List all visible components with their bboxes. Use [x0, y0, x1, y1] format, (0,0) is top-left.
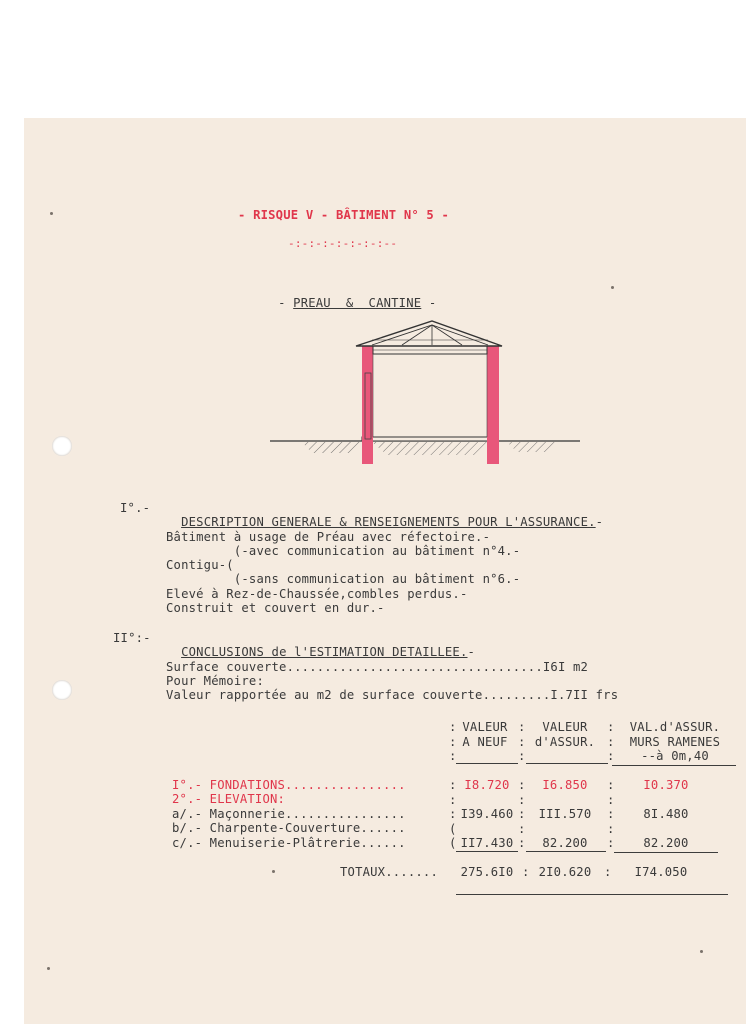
punch-hole [52, 680, 72, 700]
column-separator: : : : : : [518, 778, 526, 850]
column-header-1-line2: A NEUF [462, 735, 508, 749]
column-separator: : [604, 865, 612, 879]
right-wall [487, 346, 499, 464]
column-header-3-line1: VAL.d'ASSUR. [629, 720, 721, 734]
table-cell: I39.460 [460, 807, 514, 821]
ornament: -:-:-:-:-:-:-:-- [288, 237, 398, 250]
subtotal-rule [526, 851, 606, 852]
ink-speck [272, 870, 275, 873]
ground-hatch [302, 442, 362, 453]
table-cell: 82.200 [643, 836, 689, 850]
description-line: Bâtiment à usage de Préau avec réfectoire.- [166, 530, 491, 544]
subtitle-suffix: - [421, 296, 437, 310]
column-separator: : : : ( ( [449, 778, 457, 850]
totals-cell: 275.6I0 [460, 865, 514, 879]
description-line: (-sans communication au bâtiment n°6.- [166, 572, 521, 586]
totals-label: TOTAUX....... [340, 865, 438, 879]
section2-heading: CONCLUSIONS de l'ESTIMATION DETAILLEE. [181, 645, 468, 659]
section1-heading: DESCRIPTION GENERALE & RENSEIGNEMENTS POUR L'ASSURANCE. [181, 515, 596, 529]
column-header-2-line2: d'ASSUR. [534, 735, 596, 749]
column-header-2-line1: VALEUR [542, 720, 588, 734]
header-rule [456, 763, 518, 764]
building-section-drawing [262, 318, 592, 468]
table-row-label: I°.- FONDATIONS................ [172, 778, 406, 792]
ink-speck [611, 286, 614, 289]
description-line: Elevé à Rez-de-Chaussée,combles perdus.- [166, 587, 468, 601]
table-cell: I8.720 [464, 778, 510, 792]
punch-hole [52, 436, 72, 456]
table-cell: 82.200 [542, 836, 588, 850]
section2-heading-suffix: - [467, 645, 476, 659]
subtitle-prefix: - [278, 296, 294, 310]
ink-speck [700, 950, 703, 953]
summary-line: Surface couverte..................................I6I m2 [166, 660, 589, 674]
table-row-label: a/.- Maçonnerie................ [172, 807, 406, 821]
table-cell: I0.370 [643, 778, 689, 792]
floor-slab [362, 437, 498, 441]
page-subtitle [263, 282, 436, 310]
ground-hatch [507, 442, 562, 452]
column-separator: : [522, 865, 530, 879]
column-separator: : : : [518, 720, 526, 763]
description-line: Contigu-( [166, 558, 234, 572]
header-rule [612, 765, 736, 766]
totals-rule [456, 894, 728, 895]
description-line: Construit et couvert en dur.- [166, 601, 385, 615]
section2-heading-line [166, 631, 475, 659]
section1-heading-line [166, 501, 603, 529]
subtotal-rule [614, 852, 718, 853]
summary-line: Pour Mémoire: [166, 674, 264, 688]
section1-number: I°.- [120, 501, 151, 515]
column-separator: : : : [607, 720, 615, 763]
section2-number: II°:- [113, 631, 151, 645]
table-row-label: b/.- Charpente-Couverture...... [172, 821, 406, 835]
totals-cell: 2I0.620 [538, 865, 592, 879]
section1-heading-suffix: - [595, 515, 604, 529]
column-header-3-line3: --à 0m,40 [641, 749, 709, 763]
column-header-3-line2: MURS RAMENES [629, 735, 721, 749]
ink-speck [50, 212, 53, 215]
column-header-1-line1: VALEUR [462, 720, 508, 734]
table-cell: I6.850 [542, 778, 588, 792]
totals-cell: I74.050 [634, 865, 688, 879]
description-line: (-avec communication au bâtiment n°4.- [166, 544, 521, 558]
column-separator: : : : [449, 720, 457, 763]
header-rule [526, 763, 608, 764]
risk-title: - RISQUE V - BÂTIMENT N° 5 - [238, 208, 450, 222]
document-sheet [24, 118, 746, 1024]
table-row-label: c/.- Menuiserie-Plâtrerie...... [172, 836, 406, 850]
summary-line: Valeur rapportée au m2 de surface couverte.........I.7II frs [166, 688, 619, 702]
subtitle-text: PREAU & CANTINE [293, 296, 422, 310]
table-cell: 8I.480 [643, 807, 689, 821]
table-cell: II7.430 [460, 836, 514, 850]
ground-hatch [372, 442, 492, 455]
ink-speck [47, 967, 50, 970]
table-row-label: 2°.- ELEVATION: [172, 792, 286, 806]
column-separator: : : : : : [607, 778, 615, 850]
subtotal-rule [456, 851, 518, 852]
table-cell: III.570 [538, 807, 592, 821]
